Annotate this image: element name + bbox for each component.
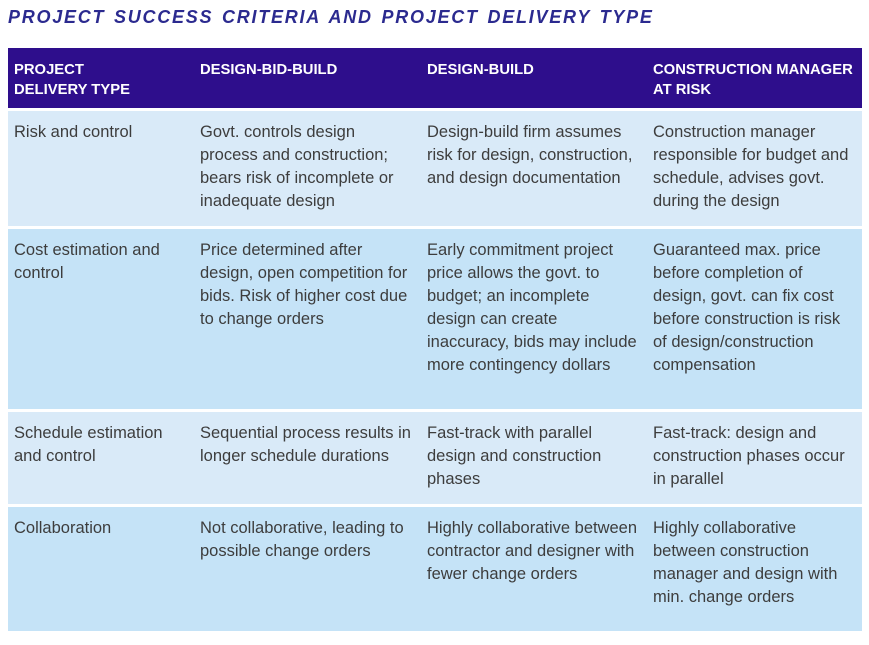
header-line: CONSTRUCTION MANAGER (653, 62, 853, 78)
table-row-risk-and-control (8, 111, 862, 226)
project-delivery-figure (0, 6, 869, 645)
cell-design-build: Design-build firm assumes risk for design, construction, and design documentation (427, 123, 633, 187)
cell-design-build: Fast-track with parallel design and construction phases (427, 424, 602, 488)
cell-construction-manager-at-risk: Highly collaborative between construction manager and design with min. change orders (653, 519, 838, 606)
header-line: DESIGN-BUILD (427, 62, 534, 78)
header-cell-design-build (427, 48, 653, 108)
header-line: AT RISK (653, 82, 712, 98)
cell-design-bid-build: Not collaborative, leading to possible change orders (200, 519, 404, 560)
table-row-collaboration (8, 507, 862, 631)
cell-construction-manager-at-risk: Fast-track: design and construction phases occur in parallel (653, 424, 845, 488)
cell-design-bid-build: Govt. controls design process and construction; bears risk of incomplete or inadequate design (200, 123, 394, 210)
cell-design-bid-build: Sequential process results in longer schedule durations (200, 424, 411, 465)
table-header-row (8, 48, 862, 108)
header-line: DESIGN-BID-BUILD (200, 62, 338, 78)
cell-design-build: Highly collaborative between contractor and designer with fewer change orders (427, 519, 638, 583)
table-row-cost-estimation-and-control (8, 229, 862, 409)
table-row-schedule-estimation-and-control (8, 412, 862, 504)
header-line: PROJECT (14, 62, 84, 78)
delivery-type-table (8, 48, 862, 631)
row-label-cell: Cost estimation and control (14, 241, 160, 282)
row-label-cell: Risk and control (14, 123, 133, 141)
header-line: DELIVERY TYPE (14, 82, 130, 98)
cell-construction-manager-at-risk: Guaranteed max. price before completion of design, govt. can fix cost before construction is risk of design/construction compensation (653, 241, 841, 374)
cell-construction-manager-at-risk: Construction manager responsible for budget and schedule, advises govt. during the design (653, 123, 849, 210)
header-cell-construction-manager-at-risk (653, 48, 862, 108)
cell-design-build: Early commitment project price allows the govt. to budget; an incomplete design can create inaccuracy, bids may include more contingency dollars (427, 241, 637, 374)
figure-title: PROJECT SUCCESS CRITERIA AND PROJECT DELIVERY TYPE (8, 7, 654, 27)
header-cell-project-delivery-type (8, 48, 200, 108)
row-label-cell: Schedule estimation and control (14, 424, 163, 465)
header-cell-design-bid-build (200, 48, 427, 108)
row-label-cell: Collaboration (14, 519, 112, 537)
cell-design-bid-build: Price determined after design, open competition for bids. Risk of higher cost due to change orders (200, 241, 408, 328)
